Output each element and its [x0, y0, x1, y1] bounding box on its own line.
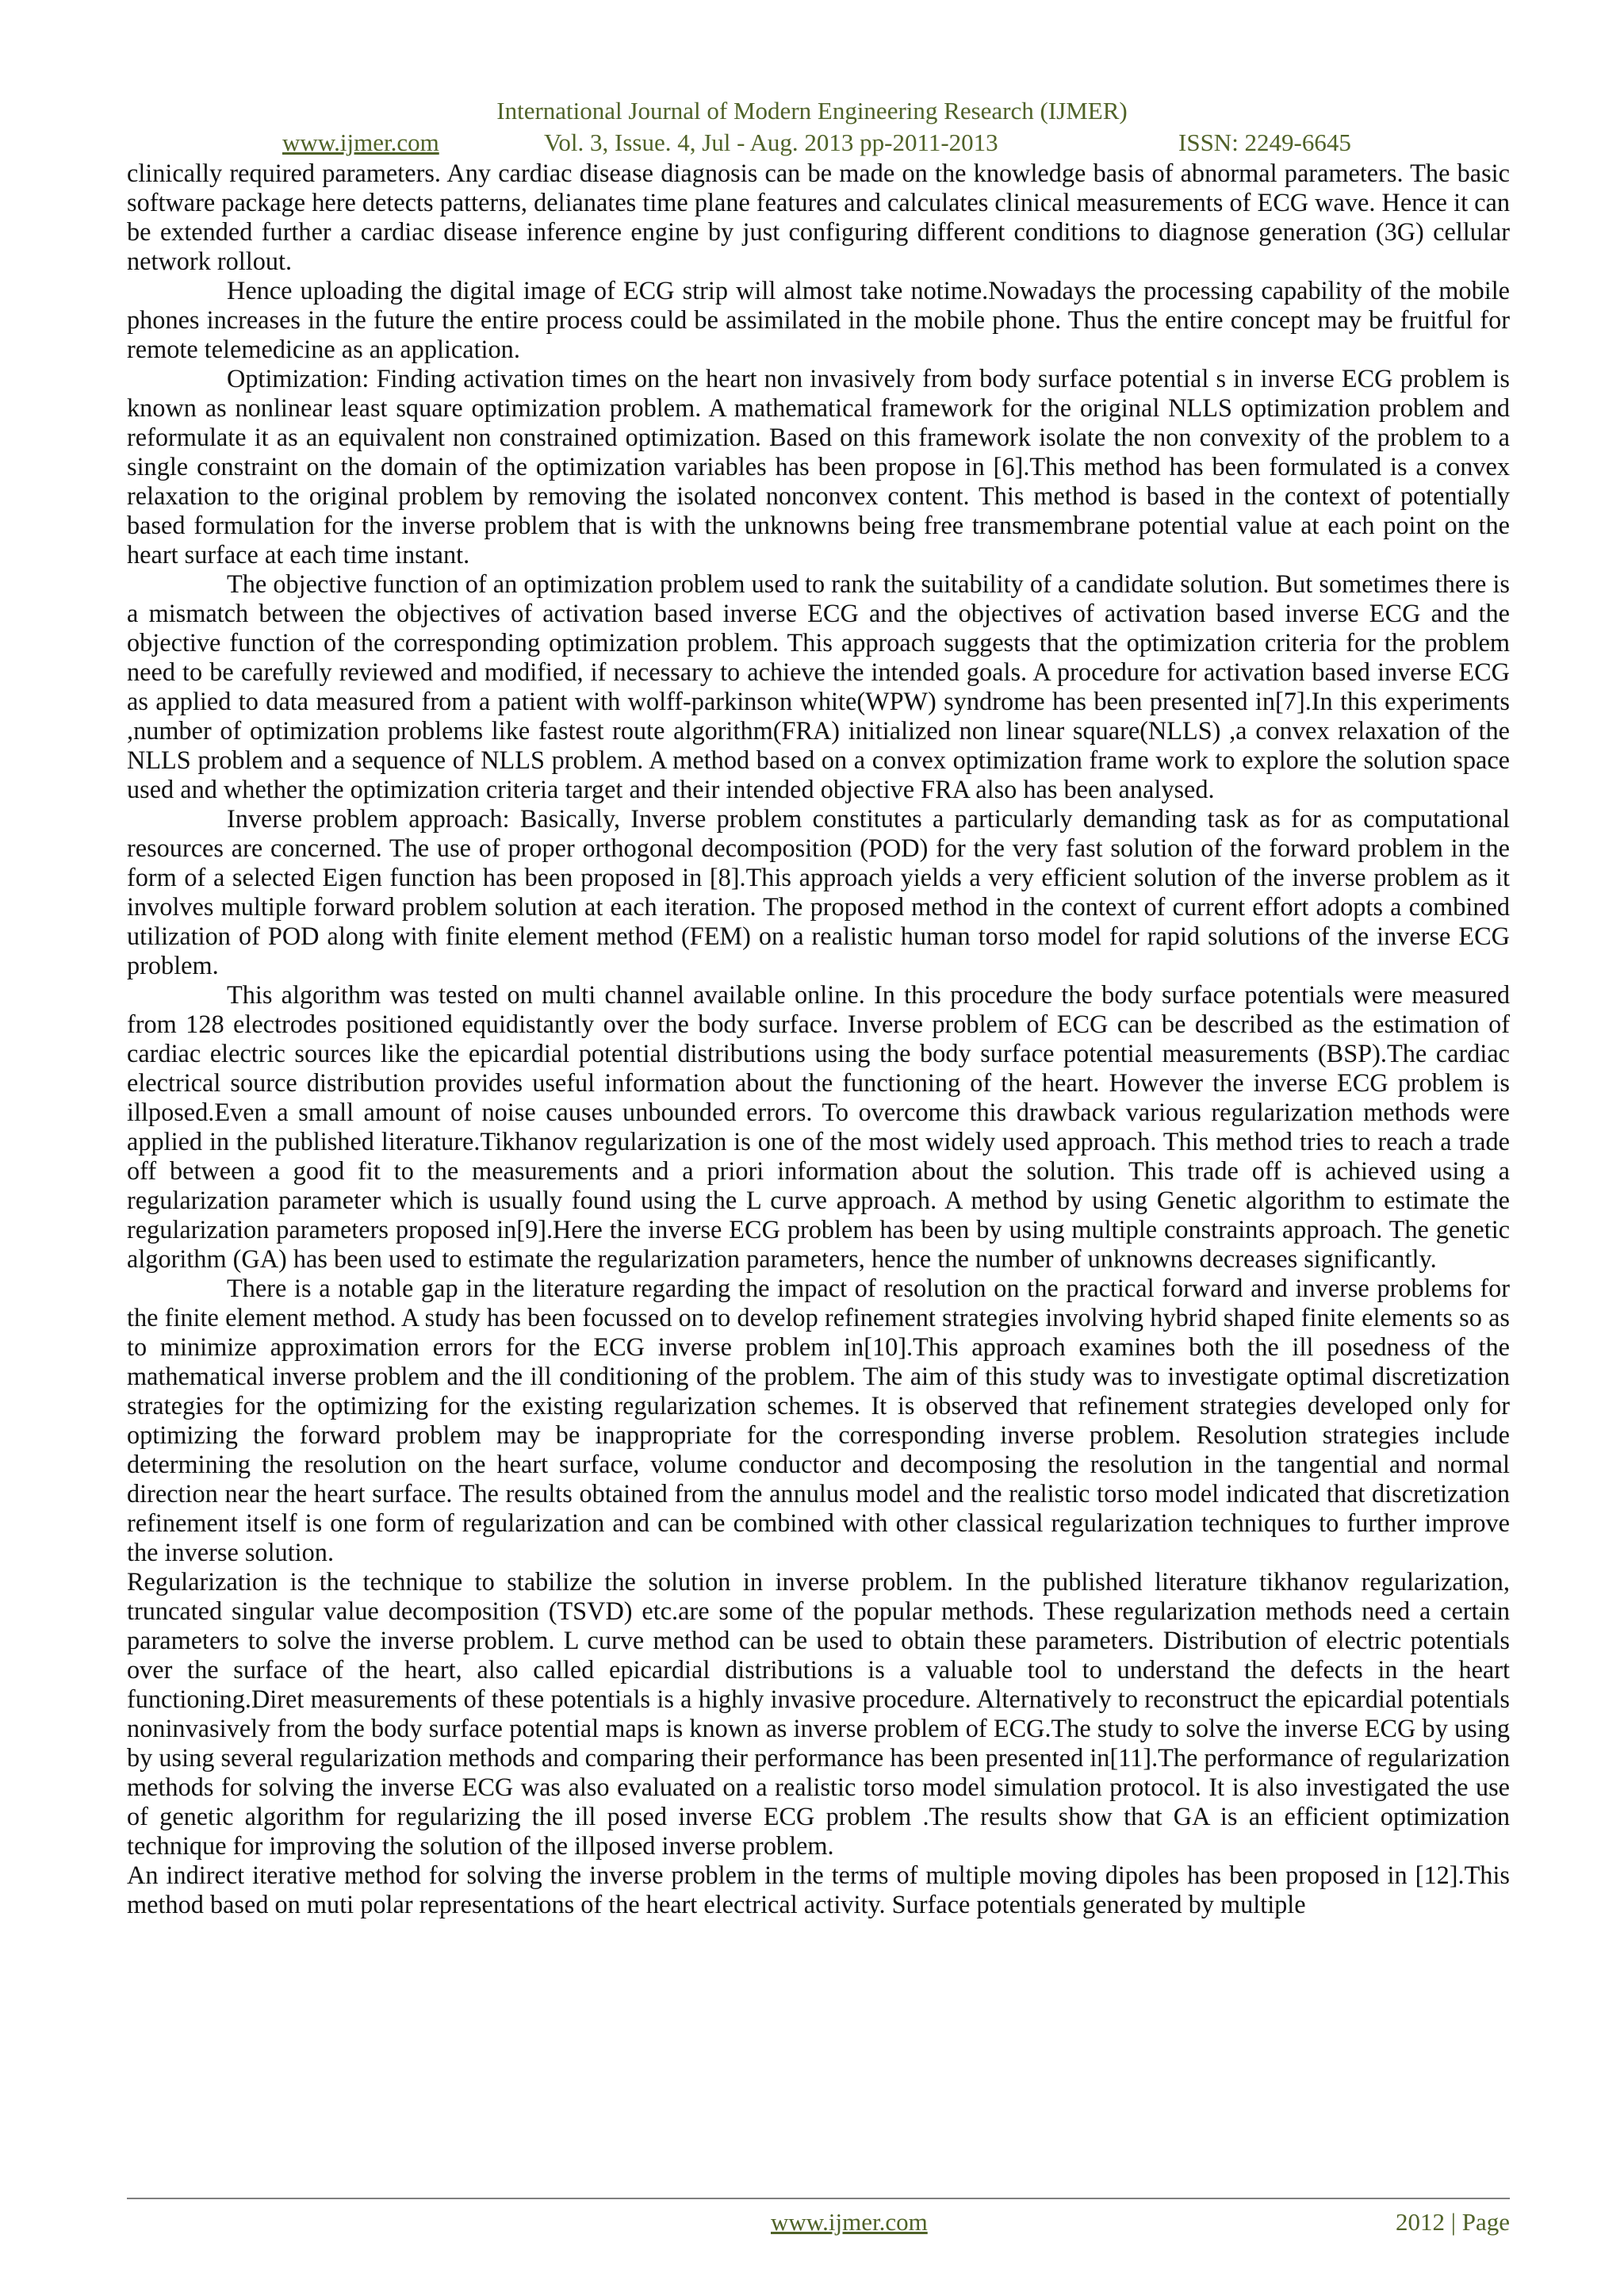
header-issn: ISSN: 2249-6645	[1178, 128, 1351, 156]
footer-website-link[interactable]: www.ijmer.com	[771, 2208, 928, 2236]
journal-title: International Journal of Modern Engineering Research (IJMER)	[496, 97, 1128, 125]
body-paragraph: This algorithm was tested on multi channel available online. In this procedure the body surface potentials were measured from 128 electrodes positioned equidistantly over the body surface. Inverse problem of ECG can be described as the estimation of cardiac electric sources like the epicardial potential distributions using the body surface potential measurements (BSP).The cardiac electrical source distribution provides useful information about the functioning of the heart. However the inverse ECG problem is illposed.Even a small amount of noise causes unbounded errors. To overcome this drawback various regularization methods were applied in the published literature.Tikhanov regularization is one of the most widely used approach. This method tries to reach a trade off between a good fit to the measurements and a priori information about the solution. This trade off is achieved using a regularization parameter which is usually found using the L curve approach. A method by using Genetic algorithm to estimate the regularization parameters proposed in[9].Here the inverse ECG problem has been by using multiple constraints approach. The genetic algorithm (GA) has been used to estimate the regularization parameters, hence the number of unknowns decreases significantly.	[127, 980, 1510, 1273]
header-meta-line	[0, 127, 1624, 159]
body-paragraph: Inverse problem approach: Basically, Inverse problem constitutes a particularly demanding task as for as computational resources are concerned. The use of proper orthogonal decomposition (POD) for the very fast solution of the forward problem in the form of a selected Eigen function has been proposed in [8].This approach yields a very efficient solution of the inverse problem as it involves multiple forward problem solution at each iteration. The proposed method in the context of current effort adopts a combined utilization of POD along with finite element method (FEM) on a realistic human torso model for rapid solutions of the inverse ECG problem.	[127, 804, 1510, 979]
body-paragraph: Optimization: Finding activation times on the heart non invasively from body surface potential s in inverse ECG problem is known as nonlinear least square optimization problem. A mathematical framework for the original NLLS optimization problem and reformulate it as an equivalent non constrained optimization. Based on this framework isolate the non convexity of the problem to a single constraint on the domain of the optimization variables has been propose in [6].This method has been formulated is a convex relaxation to the original problem by removing the isolated nonconvex content. This method is based in the context of potentially based formulation for the inverse problem that is with the unknowns being free transmembrane potential value at each point on the heart surface at each time instant.	[127, 364, 1510, 569]
body-paragraph: There is a notable gap in the literature regarding the impact of resolution on the practical forward and inverse problems for the finite element method. A study has been focussed on to develop refinement strategies involving hybrid shaped finite elements so as to minimize approximation errors for the ECG inverse problem in[10].This approach examines both the ill posedness of the mathematical inverse problem and the ill conditioning of the problem. The aim of this study was to investigate optimal discretization strategies for the optimizing for the existing regularization schemes. It is observed that refinement strategies developed only for optimizing the forward problem may be inappropriate for the corresponding inverse problem. Resolution strategies include determining the resolution on the heart surface, volume conductor and decomposing the resolution in the tangential and normal direction near the heart surface. The results obtained from the annulus model and the realistic torso model indicated that discretization refinement itself is one form of regularization and can be combined with other classical regularization techniques to further improve the inverse solution.	[127, 1274, 1510, 1566]
body-text	[127, 159, 1510, 1919]
footer-divider	[127, 2198, 1510, 2199]
footer-page-number: 2012 | Page	[1396, 2208, 1510, 2236]
body-paragraph: The objective function of an optimization problem used to rank the suitability of a candidate solution. But sometimes there is a mismatch between the objectives of activation based inverse ECG and the objectives of activation based inverse ECG and the objective function of the corresponding optimization problem. This approach suggests that the optimization criteria for the problem need to be carefully reviewed and modified, if necessary to achieve the intended goals. A procedure for activation based inverse ECG as applied to data measured from a patient with wolff-parkinson white(WPW) syndrome has been presented in[7].In this experiments ,number of optimization problems like fastest route algorithm(FRA) initialized non linear square(NLLS) ,a convex relaxation of the NLLS problem and a sequence of NLLS problem. A method based on a convex optimization frame work to explore the solution space used and whether the optimization criteria target and their intended objective FRA also has been analysed.	[127, 569, 1510, 803]
header-volume-info: Vol. 3, Issue. 4, Jul - Aug. 2013 pp-2011-2013	[544, 128, 998, 156]
body-paragraph: Regularization is the technique to stabilize the solution in inverse problem. In the published literature tikhanov regularization, truncated singular value decomposition (TSVD) etc.are some of the popular methods. These regularization methods need a certain parameters to solve the inverse problem. L curve method can be used to obtain these parameters. Distribution of electric potentials over the surface of the heart, also called epicardial distributions is a valuable tool to understand the defects in the heart functioning.Diret measurements of these potentials is a highly invasive procedure. Alternatively to reconstruct the epicardial potentials noninvasively from the body surface potential maps is known as inverse problem of ECG.The study to solve the inverse ECG by using by using several regularization methods and comparing their performance has been presented in[11].The performance of regularization methods for solving the inverse ECG was also evaluated on a realistic torso model simulation protocol. It is also investigated the use of genetic algorithm for regularizing the ill posed inverse ECG problem .The results show that GA is an efficient optimization technique for improving the solution of the illposed inverse problem.	[127, 1567, 1510, 1860]
body-paragraph: Hence uploading the digital image of ECG strip will almost take notime.Nowadays the processing capability of the mobile phones increases in the future the entire process could be assimilated in the mobile phone. Thus the entire concept may be fruitful for remote telemedicine as an application.	[127, 276, 1510, 363]
body-paragraph: clinically required parameters. Any cardiac disease diagnosis can be made on the knowledge basis of abnormal parameters. The basic software package here detects patterns, delianates time plane features and calculates clinical measurements of ECG wave. Hence it can be extended further a cardiac disease inference engine by just configuring different conditions to diagnose generation (3G) cellular network rollout.	[127, 159, 1510, 275]
body-paragraph: An indirect iterative method for solving the inverse problem in the terms of multiple moving dipoles has been proposed in [12].This method based on muti polar representations of the heart electrical activity. Surface potentials generated by multiple	[127, 1861, 1510, 1918]
header-website-link[interactable]: www.ijmer.com	[282, 128, 439, 156]
